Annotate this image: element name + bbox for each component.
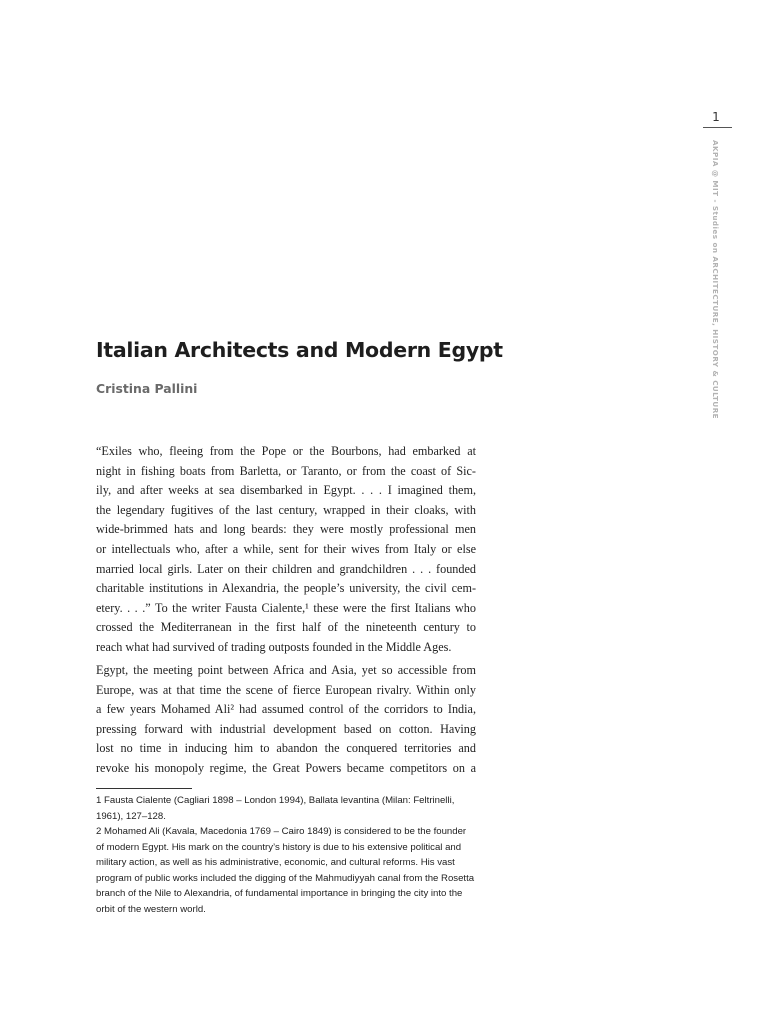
article-title: Italian Architects and Modern Egypt [96, 338, 503, 362]
footnote-line: of modern Egypt. His mark on the country’s history is due to his extensive political and [96, 841, 462, 853]
text-line: Egypt, the meeting point between Africa and Asia, yet so accessible from [96, 663, 476, 677]
page-number: 1 [712, 110, 720, 124]
footnote-rule [96, 788, 192, 789]
text-line: crossed the Mediterranean in the first half of the nineteenth century to [96, 620, 476, 635]
text-line: “Exiles who, fleeing from the Pope or the Bourbons, had embarked at [96, 444, 476, 458]
text-line: charitable institutions in Alexandria, the people’s university, the civil cem- [96, 581, 476, 596]
text-line: the legendary fugitives of the last century, wrapped in their cloaks, with [96, 502, 476, 517]
text-line: a few years Mohamed Ali² had assumed control of the corridors to India, [96, 702, 476, 717]
footnotes [96, 793, 476, 917]
footnote-line: 2 Mohamed Ali (Kavala, Macedonia 1769 – Cairo 1849) is considered to be the founder [96, 826, 467, 837]
text-line: night in fishing boats from Barletta, or Taranto, or from the coast of Sic- [96, 463, 476, 478]
footnote-line: military action, as well as his administrative, economic, and cultural reforms. His vast [96, 857, 455, 868]
text-line: married local girls. Later on their children and grandchildren . . . founded [96, 561, 476, 576]
footnote-line: 1961), 127–128. [96, 810, 166, 822]
text-line: reach what had survived of trading outposts founded in the Middle Ages. [96, 639, 452, 654]
footnote-line: program of public works included the digging of the Mahmudiyyah canal from the Rosetta [96, 872, 475, 884]
text-line: lost no time in inducing him to abandon the conquered territories and [96, 741, 476, 756]
footnote-line: 1 Fausta Cialente (Cagliari 1898 – London 1994), Ballata levantina (Milan: Feltrinelli, [96, 795, 455, 806]
footnote-2 [96, 824, 476, 917]
footnote-line: orbit of the western world. [96, 903, 206, 915]
text-line: revoke his monopoly regime, the Great Powers became competitors on a [96, 760, 476, 775]
body-paragraph-2 [96, 661, 476, 779]
text-line: ily, and after weeks at sea disembarked in Egypt. . . . I imagined them, [96, 483, 476, 498]
body-paragraph-1 [96, 442, 476, 658]
series-sidebar-text: AKPIA @ MIT - Studies on ARCHITECTURE, HISTORY & CULTURE [711, 140, 720, 420]
text-line: or intellectuals who, after a while, sent for their wives from Italy or else [96, 541, 476, 556]
text-line: wide-brimmed hats and long beards: they were mostly professional men [96, 522, 476, 537]
text-line: etery. . . .” To the writer Fausta Cialente,¹ these were the first Italians who [96, 600, 476, 615]
article-author: Cristina Pallini [96, 381, 198, 396]
text-line: Europe, was at that time the scene of fierce European rivalry. Within only [96, 682, 476, 697]
page-number-rule [703, 127, 732, 128]
footnote-1 [96, 793, 476, 824]
footnote-line: branch of the Nile to Alexandria, of fundamental importance in bringing the city into the [96, 888, 463, 899]
text-line: pressing forward with industrial development based on cotton. Having [96, 721, 476, 736]
